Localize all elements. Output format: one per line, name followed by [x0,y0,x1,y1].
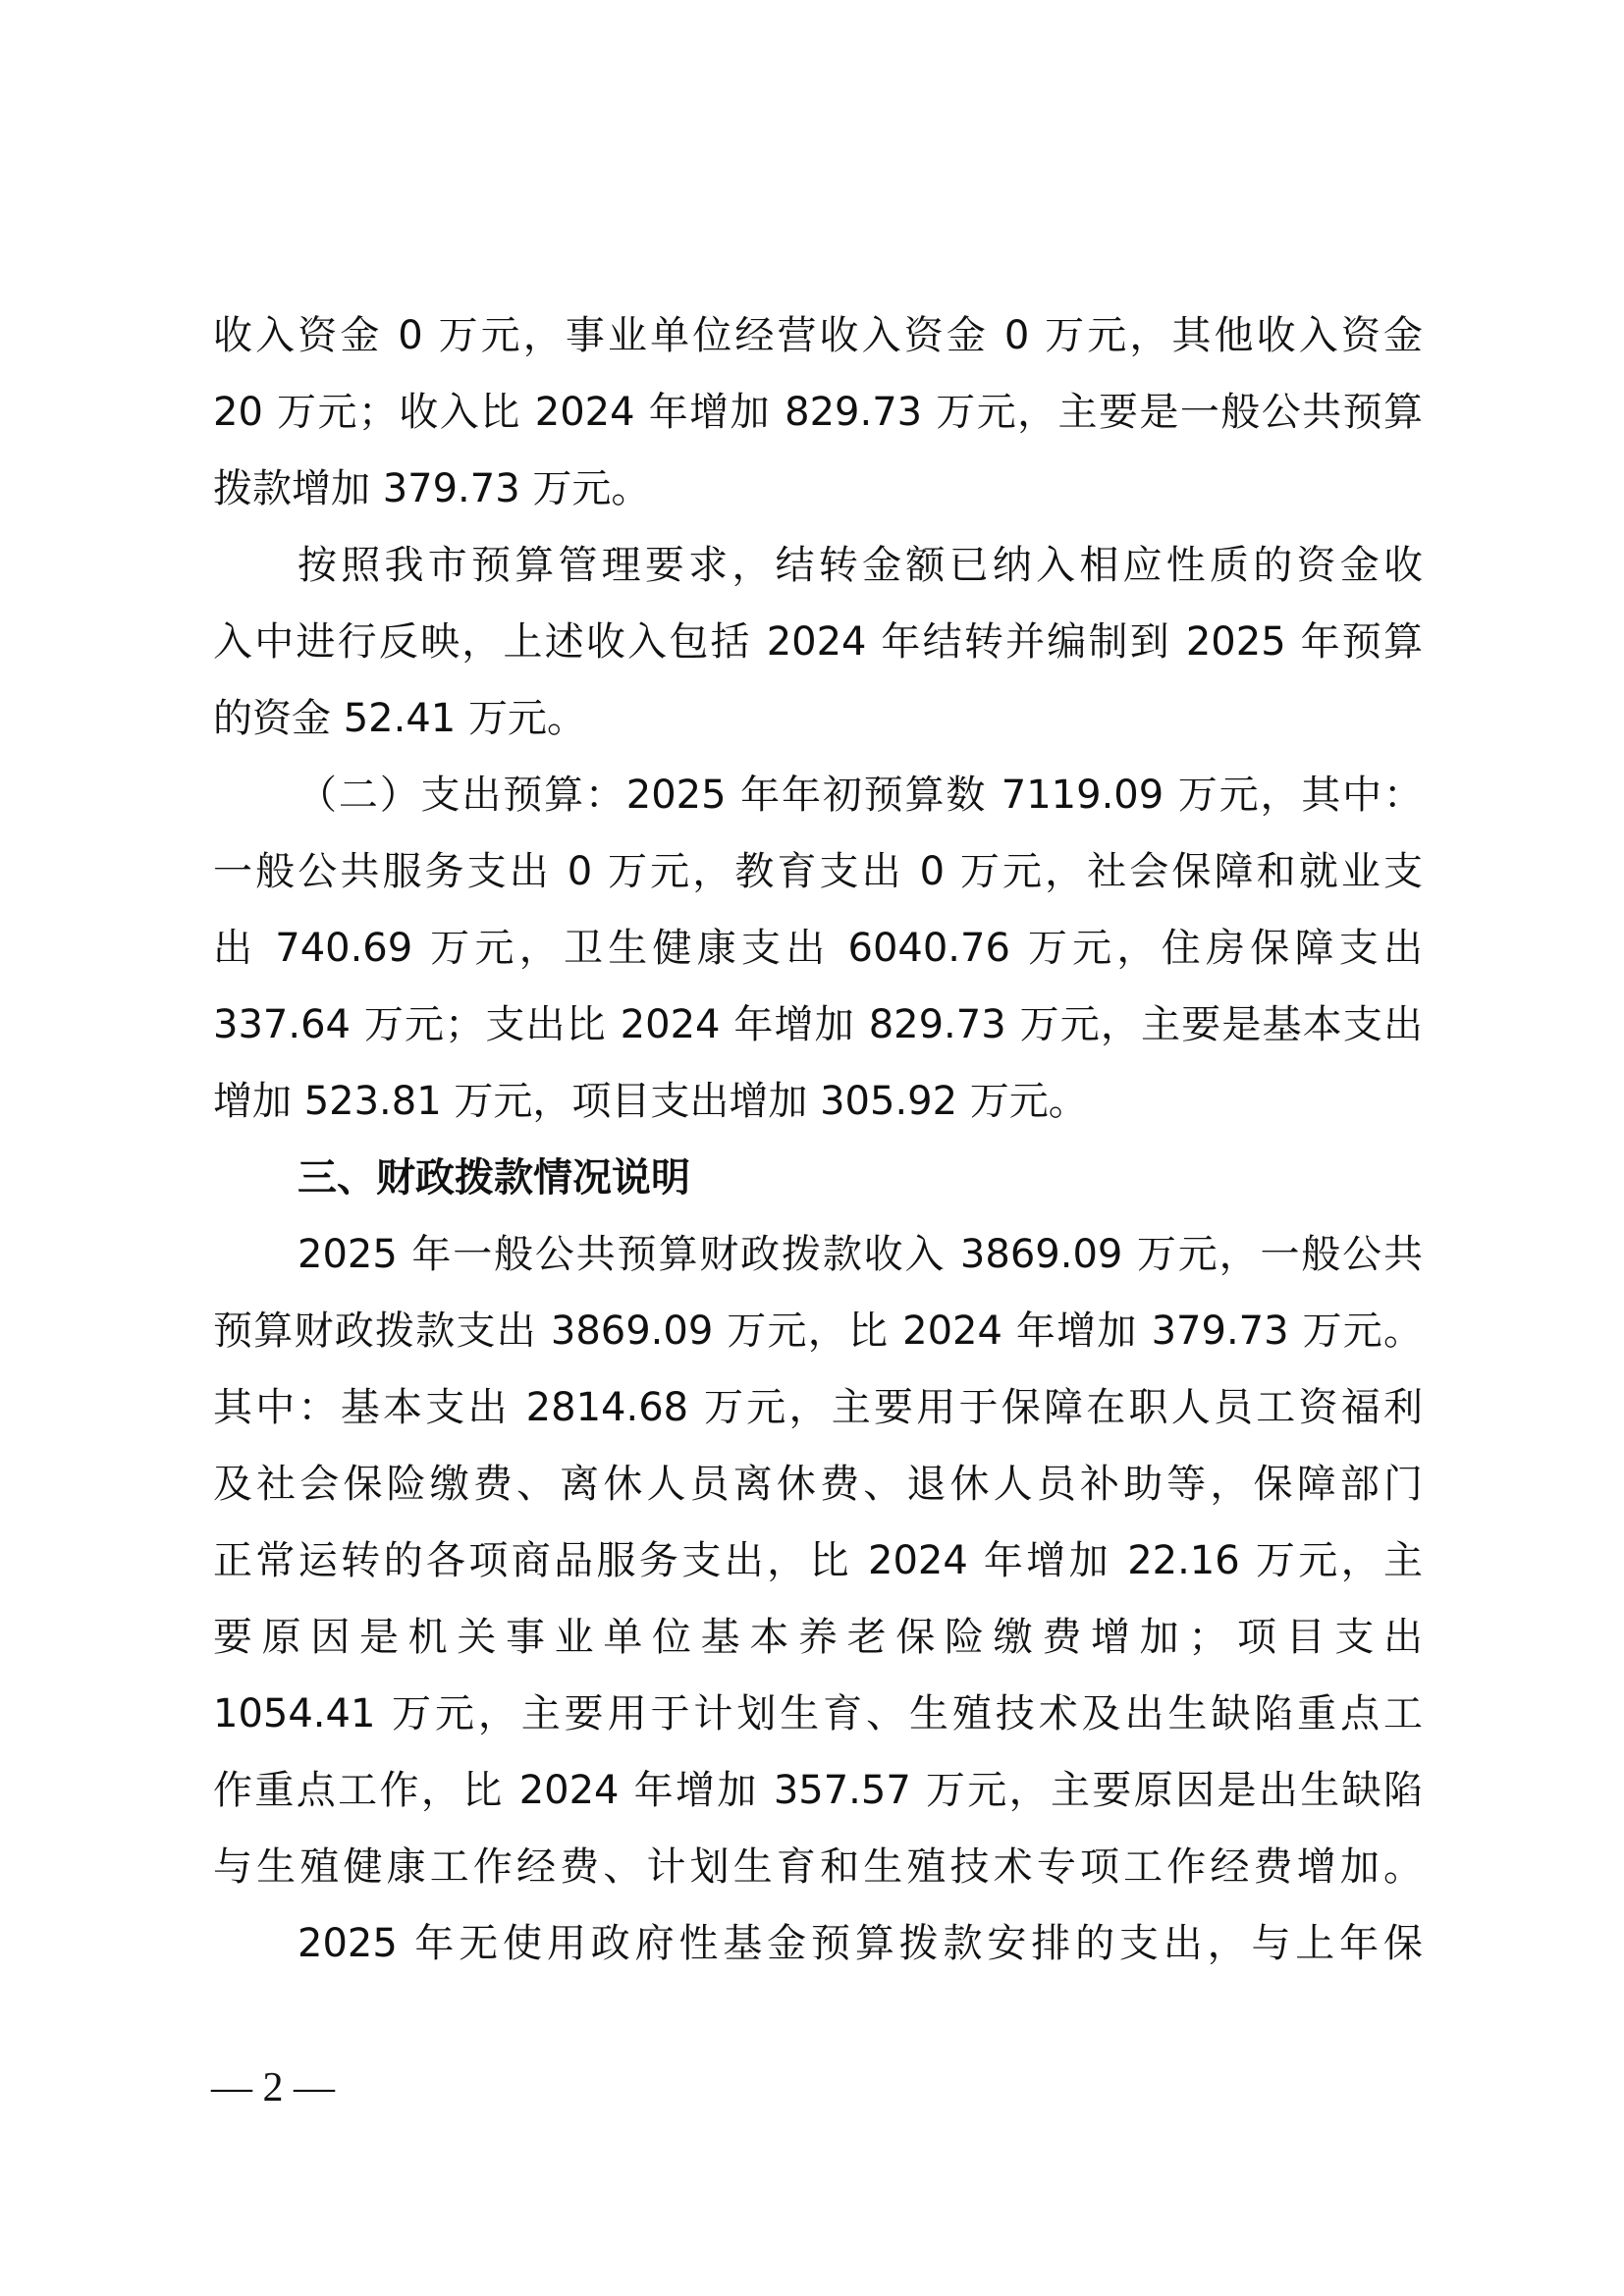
text-line: 与生殖健康工作经费、计划生育和生殖技术专项工作经费增加。 [213,1844,1423,1890]
text-line: 及社会保险缴费、离休人员离休费、退休人员补助等，保障部门 [213,1462,1423,1507]
section-expenditure-line: （二）支出预算：2025 年年初预算数 7119.09 万元，其中： [298,773,1423,818]
text-line: 一般公共服务支出 0 万元，教育支出 0 万元，社会保障和就业支 [213,849,1423,894]
text-line: 2025 年一般公共预算财政拨款收入 3869.09 万元，一般公共 [298,1232,1423,1277]
text-line: 2025 年无使用政府性基金预算拨款安排的支出，与上年保 [298,1921,1423,1966]
page-number: — 2 — [211,2065,335,2110]
text-line: 作重点工作，比 2024 年增加 357.57 万元，主要原因是出生缺陷 [213,1768,1423,1813]
section-heading: 三、财政拨款情况说明 [298,1155,690,1201]
text-line: 按照我市预算管理要求，结转金额已纳入相应性质的资金收 [298,543,1423,588]
text-line: 出 740.69 万元，卫生健康支出 6040.76 万元，住房保障支出 [213,926,1423,971]
text-line: 增加 523.81 万元，项目支出增加 305.92 万元。 [213,1079,1088,1124]
text-line: 其中：基本支出 2814.68 万元，主要用于保障在职人员工资福利 [213,1385,1423,1430]
text-line: 的资金 52.41 万元。 [213,696,586,741]
text-line: 337.64 万元；支出比 2024 年增加 829.73 万元，主要是基本支出 [213,1002,1423,1047]
text-line: 20 万元；收入比 2024 年增加 829.73 万元，主要是一般公共预算 [213,390,1423,435]
text-line: 入中进行反映，上述收入包括 2024 年结转并编制到 2025 年预算 [213,619,1423,665]
text-line: 要原因是机关事业单位基本养老保险缴费增加；项目支出 [213,1615,1423,1660]
text-line: 收入资金 0 万元，事业单位经营收入资金 0 万元，其他收入资金 [213,313,1423,358]
text-line: 预算财政拨款支出 3869.09 万元，比 2024 年增加 379.73 万元。 [213,1308,1423,1354]
text-line: 正常运转的各项商品服务支出，比 2024 年增加 22.16 万元，主 [213,1538,1423,1583]
text-line: 拨款增加 379.73 万元。 [213,466,651,511]
text-line: 1054.41 万元，主要用于计划生育、生殖技术及出生缺陷重点工 [213,1691,1423,1736]
